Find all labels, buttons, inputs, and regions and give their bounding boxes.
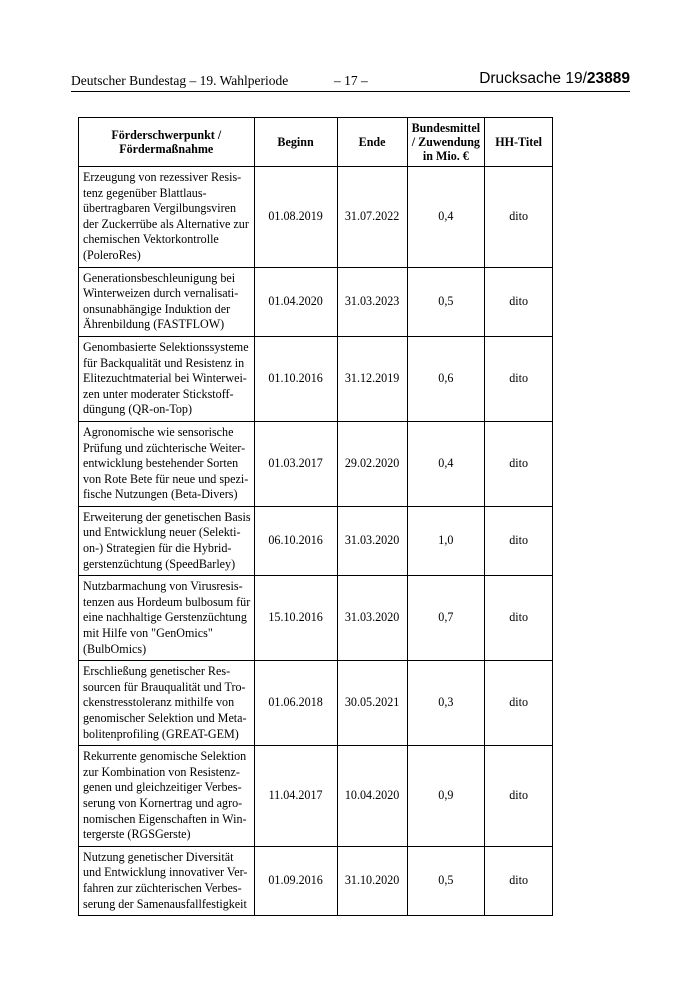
measure-line: zen unter moderater Stickstoff- (83, 386, 234, 401)
cell-budget-title: dito (485, 506, 553, 575)
table-row (79, 746, 553, 847)
measure-line: Prüfung und züchterische Weiter- (83, 440, 246, 455)
measure-line: und Entwicklung innovativer Ver- (83, 865, 248, 880)
table-row (79, 421, 553, 506)
header-document-prefix: Drucksache 19/ (479, 70, 587, 87)
cell-end: 31.03.2020 (337, 506, 407, 575)
cell-end: 29.02.2020 (337, 421, 407, 506)
table-header-row (79, 118, 553, 167)
header-rule (71, 91, 630, 92)
measure-line: von Rote Bete für neue und spezi- (83, 471, 249, 486)
cell-amount: 0,4 (407, 167, 485, 268)
cell-measure (79, 661, 255, 746)
measure-line: onsunabhängige Induktion der (83, 301, 231, 316)
cell-budget-title: dito (485, 336, 553, 421)
cell-measure (79, 267, 255, 336)
cell-end: 31.03.2020 (337, 576, 407, 661)
cell-measure (79, 746, 255, 847)
measure-line: serung von Kornertrag und agro- (83, 795, 243, 810)
column-header-start: Beginn (254, 118, 337, 167)
measure-line: tergerste (RGSGerste) (83, 827, 191, 842)
table-row (79, 336, 553, 421)
measure-line: chemischen Vektorkontrolle (83, 232, 219, 247)
cell-budget-title: dito (485, 661, 553, 746)
cell-start: 01.09.2016 (254, 846, 337, 915)
measure-line: on-) Strategien für die Hybrid- (83, 541, 232, 556)
measure-line: entwicklung bestehender Sorten (83, 456, 239, 471)
table-row (79, 846, 553, 915)
cell-amount: 0,4 (407, 421, 485, 506)
measure-line: Nutzung genetischer Diversität (83, 849, 234, 864)
table-row (79, 167, 553, 268)
measure-line: genen und gleichzeitiger Verbes- (83, 780, 242, 795)
measure-line: Elitezuchtmaterial bei Winterwei- (83, 371, 247, 386)
column-header-budget-title: HH-Titel (485, 118, 553, 167)
measure-line: tenz gegenüber Blattlaus- (83, 185, 207, 200)
cell-amount: 0,9 (407, 746, 485, 847)
measure-line: bolitenprofiling (GREAT-GEM) (83, 726, 239, 741)
measure-line: gerstenzüchtung (SpeedBarley) (83, 556, 236, 571)
cell-start: 01.03.2017 (254, 421, 337, 506)
measure-line: übertragbaren Vergilbungsviren (83, 201, 237, 216)
measure-line: und Entwicklung neuer (Selekti- (83, 525, 241, 540)
measure-line: für Backqualität und Resistenz in (83, 355, 245, 370)
cell-measure (79, 506, 255, 575)
header-document-id: 23889 (586, 70, 630, 87)
cell-measure (79, 167, 255, 268)
cell-amount: 0,5 (407, 267, 485, 336)
measure-line: Ährenbildung (FASTFLOW) (83, 317, 225, 332)
header-parliament: Deutscher Bundestag – 19. Wahlperiode (71, 73, 289, 88)
measure-line: düngung (QR-on-Top) (83, 402, 192, 417)
cell-start: 15.10.2016 (254, 576, 337, 661)
measure-line: sourcen für Brauqualität und Tro- (83, 679, 246, 694)
cell-end: 31.10.2020 (337, 846, 407, 915)
measure-line: serung der Samenausfallfestigkeit (83, 896, 247, 911)
cell-start: 01.04.2020 (254, 267, 337, 336)
measure-line: Nutzbarmachung von Virusresis- (83, 579, 243, 594)
cell-start: 11.04.2017 (254, 746, 337, 847)
cell-measure (79, 576, 255, 661)
measure-line: Genombasierte Selektionssysteme (83, 339, 249, 354)
measure-line: genomischer Selektion und Meta- (83, 711, 247, 725)
cell-start: 01.10.2016 (254, 336, 337, 421)
column-header-amount: Bundesmittel / Zuwendung in Mio. € (407, 118, 485, 167)
measure-line: fahren zur züchterischen Verbes- (83, 880, 242, 895)
funding-table (78, 117, 553, 916)
cell-amount: 0,3 (407, 661, 485, 746)
column-header-measure: Förderschwerpunkt / Fördermaßnahme (79, 118, 255, 167)
column-header-end: Ende (337, 118, 407, 167)
measure-line: mit Hilfe von "GenOmics" (83, 626, 213, 641)
measure-line: ckenstresstoleranz mithilfe von (83, 695, 235, 710)
cell-budget-title: dito (485, 576, 553, 661)
cell-end: 31.07.2022 (337, 167, 407, 268)
cell-budget-title: dito (485, 267, 553, 336)
table-row (79, 576, 553, 661)
measure-line: Erschließung genetischer Res- (83, 664, 231, 679)
cell-budget-title: dito (485, 421, 553, 506)
cell-start: 06.10.2016 (254, 506, 337, 575)
cell-amount: 0,6 (407, 336, 485, 421)
cell-amount: 0,5 (407, 846, 485, 915)
table-row (79, 661, 553, 746)
cell-start: 01.06.2018 (254, 661, 337, 746)
cell-end: 10.04.2020 (337, 746, 407, 847)
header-document-number (479, 70, 630, 88)
measure-line: Erweiterung der genetischen Basis (83, 509, 251, 524)
measure-line: Agronomische wie sensorische (83, 424, 234, 439)
measure-line: tenzen aus Hordeum bulbosum für (83, 594, 251, 609)
cell-budget-title: dito (485, 846, 553, 915)
cell-end: 30.05.2021 (337, 661, 407, 746)
measure-line: (PoleroRes) (83, 247, 141, 262)
cell-budget-title: dito (485, 746, 553, 847)
measure-line: Erzeugung von rezessiver Resis- (83, 170, 242, 184)
cell-start: 01.08.2019 (254, 167, 337, 268)
cell-end: 31.03.2023 (337, 267, 407, 336)
measure-line: der Zuckerrübe als Alternative zur (83, 216, 249, 231)
cell-budget-title: dito (485, 167, 553, 268)
page-header (71, 70, 630, 92)
table-row (79, 506, 553, 575)
header-page-number: – 17 – (334, 73, 368, 88)
cell-amount: 1,0 (407, 506, 485, 575)
cell-measure (79, 336, 255, 421)
measure-line: Rekurrente genomische Selektion (83, 749, 247, 764)
measure-line: zur Kombination von Resistenz- (83, 764, 240, 779)
cell-end: 31.12.2019 (337, 336, 407, 421)
cell-measure (79, 421, 255, 506)
table-body (79, 167, 553, 916)
measure-line: Winterweizen durch vernalisati- (83, 286, 239, 301)
measure-line: nomischen Eigenschaften in Win- (83, 811, 247, 826)
measure-line: fische Nutzungen (Beta-Divers) (83, 487, 238, 502)
measure-line: eine nachhaltige Gerstenzüchtung (83, 610, 247, 625)
cell-amount: 0,7 (407, 576, 485, 661)
cell-measure (79, 846, 255, 915)
measure-line: Generationsbeschleunigung bei (83, 270, 236, 285)
measure-line: (BulbOmics) (83, 641, 147, 656)
table-row (79, 267, 553, 336)
